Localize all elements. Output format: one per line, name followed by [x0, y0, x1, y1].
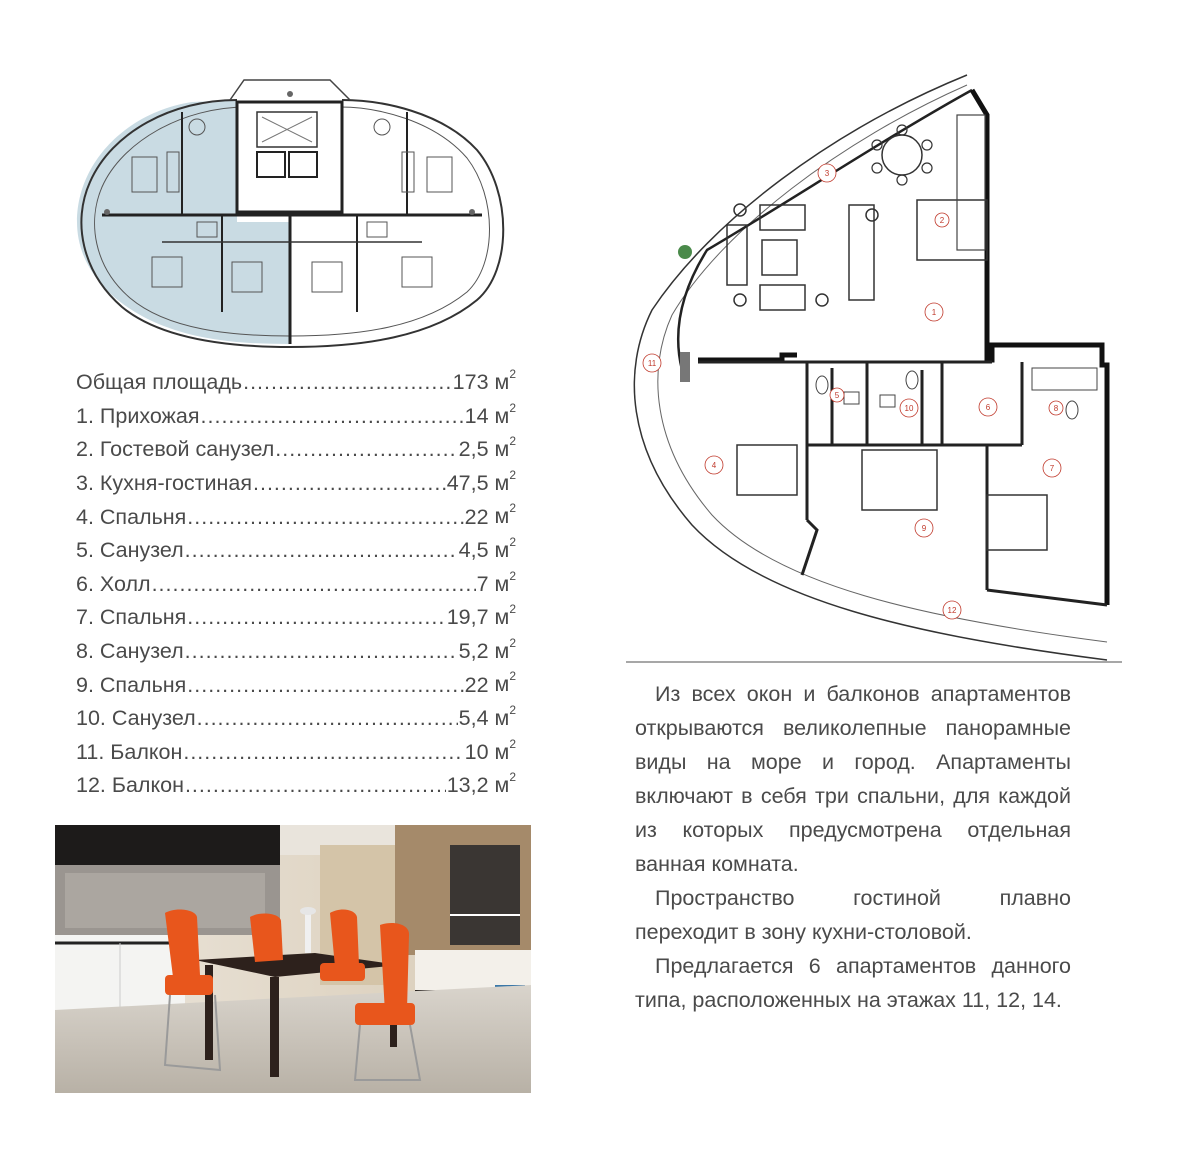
area-list	[76, 367, 516, 807]
dot-leader	[185, 773, 446, 798]
area-row	[76, 367, 516, 404]
dot-leader	[187, 605, 445, 630]
area-unit: $м^2$	[494, 736, 516, 764]
dot-leader	[201, 404, 464, 429]
area-unit: $м^2$	[494, 568, 516, 596]
description	[635, 677, 1071, 1017]
area-label: 1. Прихожая	[76, 403, 200, 428]
room-label-6: 6	[985, 403, 991, 412]
room-label-11: 11	[647, 359, 657, 368]
area-value: 22	[464, 504, 489, 529]
kitchen-interior-photo	[55, 825, 531, 1093]
area-unit: $м^2$	[494, 669, 516, 697]
area-unit: $м^2$	[494, 635, 516, 663]
dot-leader	[253, 471, 446, 496]
area-value: 13,2	[446, 773, 489, 798]
area-row	[76, 501, 516, 538]
room-label-12: 12	[947, 606, 957, 615]
area-value: 10	[464, 739, 489, 764]
area-row	[76, 400, 516, 438]
area-unit: $м^2$	[494, 602, 516, 630]
area-value: 14	[464, 403, 489, 428]
area-unit: $м^2$	[494, 467, 516, 495]
room-label-5: 5	[834, 391, 840, 400]
area-row	[76, 635, 516, 673]
room-label-3: 3	[824, 169, 830, 178]
dot-leader	[183, 740, 463, 765]
apartment-floor-plan	[612, 70, 1132, 662]
room-label-4: 4	[711, 461, 717, 470]
area-label: 6. Холл	[76, 571, 151, 596]
area-label: 8. Санузел	[76, 638, 184, 663]
room-label-2: 2	[939, 216, 945, 225]
area-value: 19,7	[446, 605, 489, 630]
floor-overview-plan	[72, 72, 512, 362]
room-label-9: 9	[921, 524, 927, 533]
area-row	[76, 669, 516, 706]
area-unit: $м^2$	[494, 534, 516, 563]
dot-leader	[197, 706, 458, 731]
description-paragraph: Предлагается 6 апартаментов данного типа, расположенных на этажах 11, 12, 14.	[635, 954, 1071, 1012]
area-row	[76, 534, 516, 572]
area-label: 2. Гостевой санузел	[76, 437, 275, 462]
area-value: 4,5	[458, 538, 489, 563]
dot-leader	[185, 538, 458, 563]
plan-divider	[626, 661, 1122, 663]
area-label: 9. Спальня	[76, 672, 187, 697]
dot-leader	[185, 639, 458, 664]
room-label-8: 8	[1053, 404, 1059, 413]
area-label: 10. Санузел	[76, 706, 196, 731]
area-unit: $м^2$	[494, 770, 516, 798]
area-unit: $м^2$	[494, 702, 516, 731]
description-paragraph: Пространство гостиной плавно переходит в зону кухни-столовой.	[635, 886, 1071, 944]
area-row	[76, 702, 516, 740]
area-row	[76, 467, 516, 505]
area-label: 5. Санузел	[76, 538, 184, 563]
area-unit: $м^2$	[494, 367, 516, 395]
area-value: 5,4	[458, 706, 489, 731]
room-label-10: 10	[904, 404, 914, 413]
area-row	[76, 602, 516, 639]
area-label: 11. Балкон	[76, 739, 183, 764]
area-label: 12. Балкон	[76, 773, 184, 798]
area-value: 173	[452, 370, 489, 395]
area-label: 7. Спальня	[76, 605, 187, 630]
area-label: 4. Спальня	[76, 504, 187, 529]
area-value: 2,5	[458, 437, 489, 462]
area-row	[76, 434, 516, 471]
area-unit: $м^2$	[494, 501, 516, 529]
area-value: 5,2	[458, 638, 489, 663]
description-paragraph: Из всех окон и балконов апартаментов открываются великолепные панорамные виды на море и город. Апартаменты включают в себя три спальни, для каждой из которых предусмотрена отдельная ванная комната.	[635, 682, 1071, 876]
area-unit: $м^2$	[494, 434, 516, 462]
room-label-1: 1	[931, 308, 937, 317]
area-value: 22	[464, 672, 489, 697]
area-row	[76, 770, 516, 807]
area-value: 7	[476, 571, 489, 596]
area-value: 47,5	[446, 470, 489, 495]
dot-leader	[187, 673, 463, 698]
dot-leader	[152, 572, 476, 597]
area-row	[76, 736, 516, 774]
area-unit: $м^2$	[494, 400, 516, 428]
room-label-7: 7	[1049, 464, 1055, 473]
area-row	[76, 568, 516, 606]
area-label: 3. Кухня-гостиная	[76, 470, 253, 495]
dot-leader	[243, 370, 452, 395]
dot-leader	[187, 505, 463, 530]
dot-leader	[275, 437, 457, 462]
area-label: Общая площадь	[76, 370, 243, 395]
